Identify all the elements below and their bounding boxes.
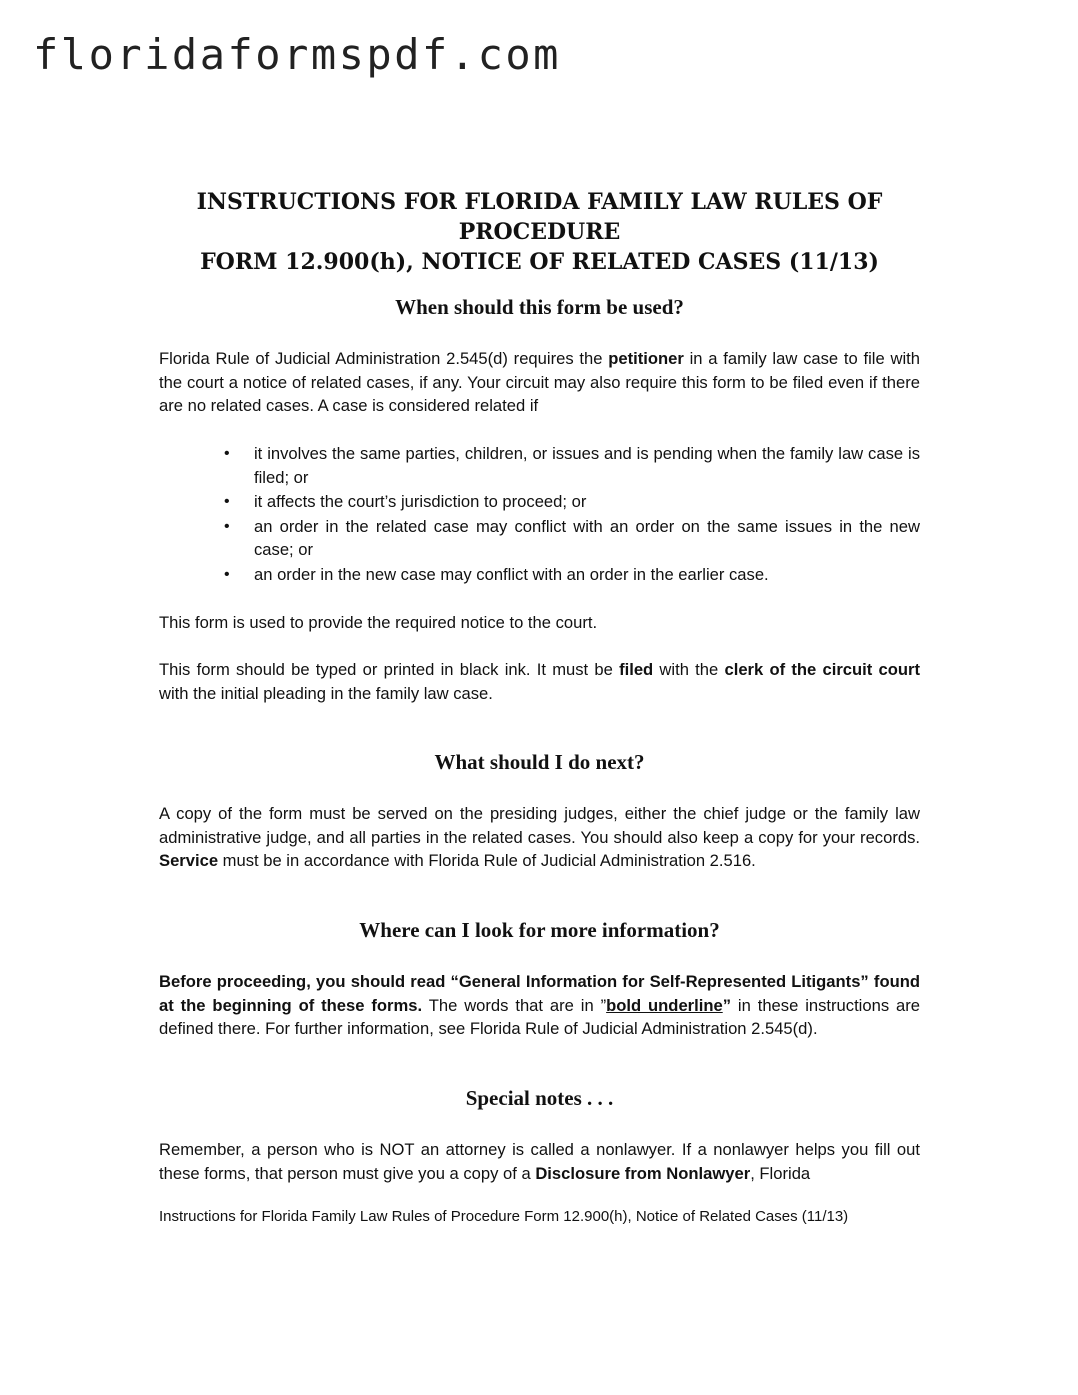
text: with the bbox=[653, 660, 725, 679]
list-item bbox=[159, 442, 920, 489]
paragraph-filing bbox=[159, 658, 920, 705]
text: The words that are in ” bbox=[422, 995, 607, 1015]
section-heading-special-notes: Special notes . . . bbox=[465, 1086, 614, 1110]
text: Florida Rule of Judicial Administration 2.545(d) requires the bbox=[159, 349, 609, 368]
paragraph-special-notes bbox=[159, 1138, 920, 1185]
bullet-icon: • bbox=[224, 493, 230, 511]
section-heading-next-steps: What should I do next? bbox=[434, 750, 645, 774]
text: with the initial pleading in the family law case. bbox=[159, 683, 493, 703]
list-item-text: it affects the court’s jurisdiction to proceed; or bbox=[254, 492, 587, 512]
list-item-text: an order in the related case may conflict with an order on the same issues in the new case; or bbox=[254, 516, 920, 560]
title-line-1: INSTRUCTIONS FOR FLORIDA FAMILY LAW RULES OF PROCEDURE bbox=[196, 189, 883, 245]
text: in a family law case to file with the court a notice of related cases, if any. Your circuit may also require this form to be filed even if there are no related cases. A case is considered related if bbox=[159, 349, 920, 416]
paragraph-rule-requirement bbox=[159, 347, 920, 418]
term-filed: filed bbox=[619, 660, 654, 679]
list-item-text: it involves the same parties, children, or issues and is pending when the family law case is filed; or bbox=[254, 444, 920, 487]
bullet-icon: • bbox=[224, 445, 230, 462]
term-petitioner: petitioner bbox=[608, 349, 684, 368]
text-underline: bold underline bbox=[606, 995, 723, 1015]
document-title bbox=[149, 187, 930, 277]
page-footer: Instructions for Florida Family Law Rules of Procedure Form 12.900(h), Notice of Related Cases (11/13) bbox=[159, 1208, 849, 1225]
term-disclosure-from-nonlawyer: Disclosure from Nonlawyer bbox=[535, 1163, 751, 1183]
text: , Florida bbox=[750, 1163, 811, 1183]
text: in these instructions are defined there. For further information, see Florida Rule of Judicial Administration 2.545(d). bbox=[159, 995, 921, 1039]
bullet-icon: • bbox=[224, 565, 230, 583]
text-bold: Before proceeding, you should read “General Information for Self-Represented Litigants” found at the beginning of these forms. bbox=[159, 972, 920, 1015]
list-item bbox=[159, 490, 920, 514]
list-item bbox=[159, 563, 920, 587]
list-item-text: an order in the new case may conflict with an order in the earlier case. bbox=[254, 564, 769, 584]
paragraph-purpose: This form is used to provide the required notice to the court. bbox=[159, 613, 598, 632]
text: A copy of the form must be served on the presiding judges, either the chief judge or the family law administrative judge, and all parties in the related cases. You should also keep a copy for your records. bbox=[159, 804, 920, 847]
term-bold-underline bbox=[606, 996, 723, 1015]
text-bold: ” bbox=[722, 995, 732, 1015]
title-line-2: FORM 12.900(h), NOTICE OF RELATED CASES (11/13) bbox=[200, 249, 879, 275]
section-heading-when-used: When should this form be used? bbox=[395, 295, 684, 319]
list-item bbox=[159, 515, 920, 562]
section-heading-more-info: Where can I look for more information? bbox=[359, 918, 720, 942]
related-case-criteria-list bbox=[159, 442, 920, 587]
term-service: Service bbox=[159, 851, 219, 871]
paragraph-more-info bbox=[159, 970, 920, 1041]
text: Remember, a person who is NOT an attorney is called a nonlawyer. If a nonlawyer helps you fill out these forms, that person must give you a copy of a bbox=[159, 1140, 920, 1183]
text: must be in accordance with Florida Rule of Judicial Administration 2.516. bbox=[218, 851, 756, 871]
site-watermark: floridaformspdf.com bbox=[33, 30, 561, 79]
paragraph-service bbox=[159, 802, 920, 873]
term-clerk-of-circuit-court: clerk of the circuit court bbox=[724, 660, 920, 679]
text: This form should be typed or printed in black ink. It must be bbox=[159, 660, 620, 679]
bullet-icon: • bbox=[224, 517, 230, 535]
